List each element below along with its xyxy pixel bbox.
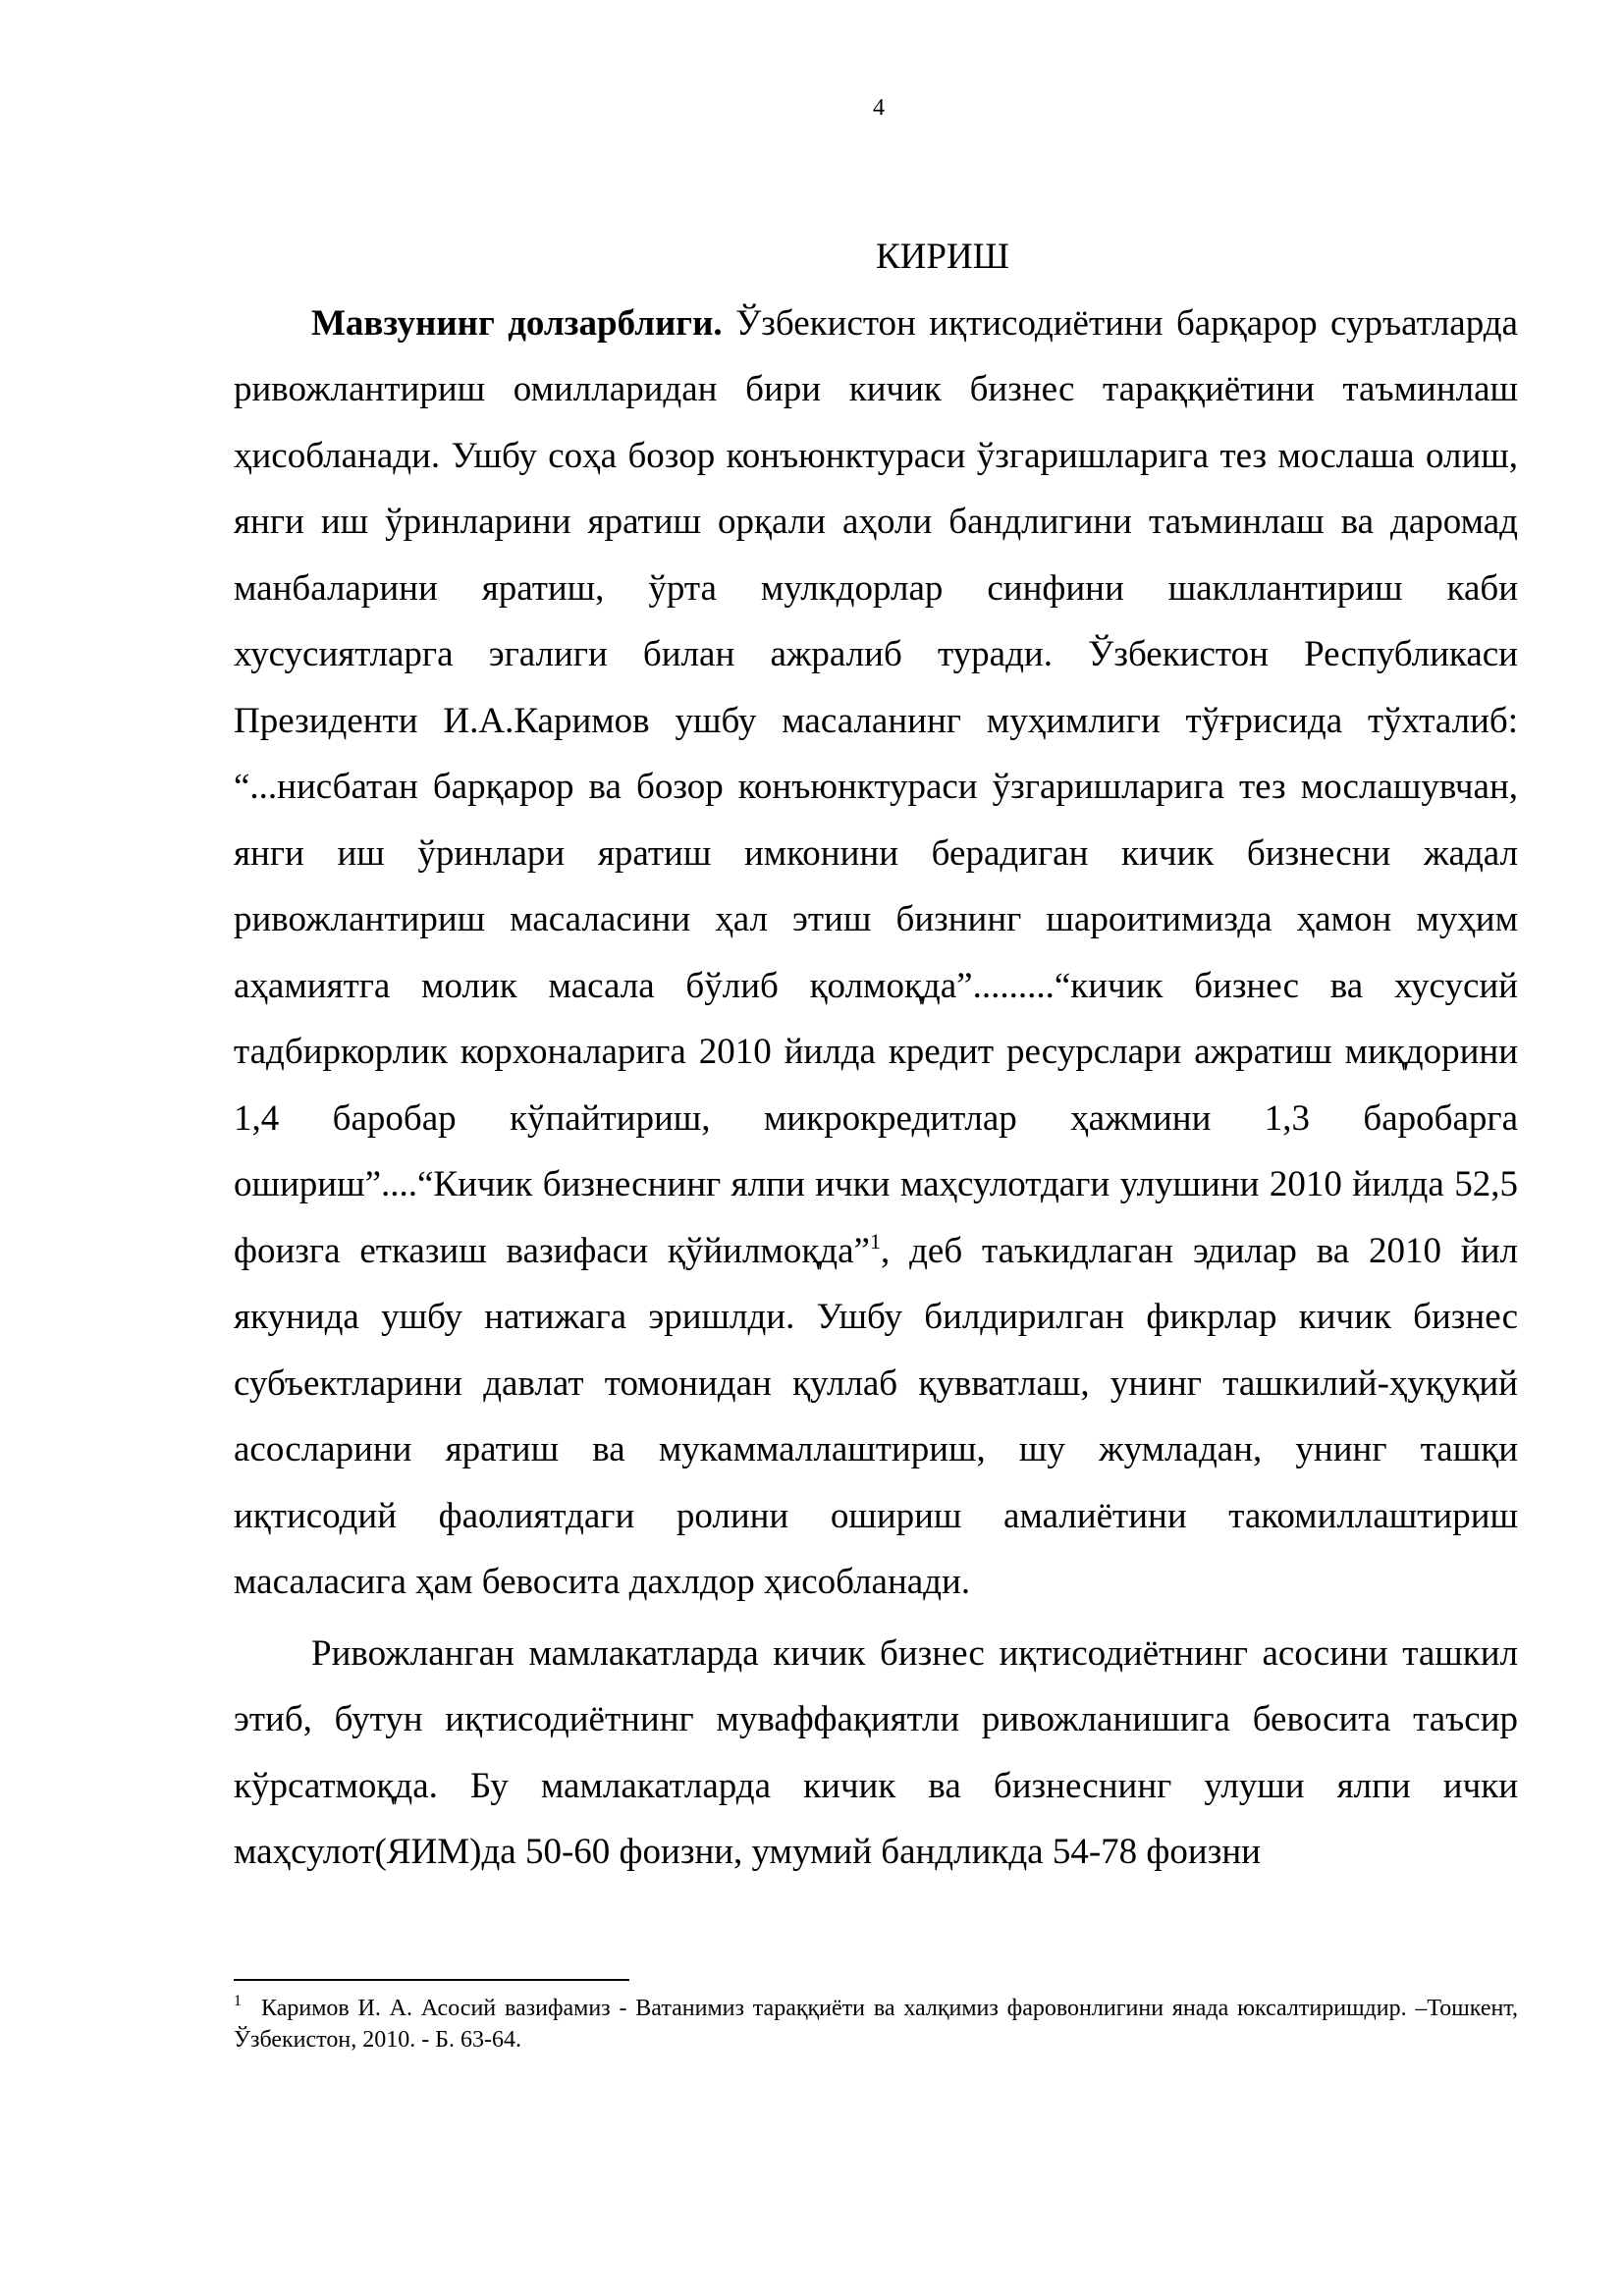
footnote-mark: 1 bbox=[234, 1993, 242, 2009]
paragraph-text: Ўзбекистон иқтисодиётини барқарор суръатларда ривожлантириш омилларидан бири кичик бизнес тараққиётини таъминлаш ҳисобланади. Ушбу соҳа бозор конъюнктураси ўзгаришларига тез мослаша олиш, янги иш ўринларини яратиш орқали аҳоли бандлигини таъминлаш ва даромад манбаларини яратиш, ўрта мулкдорлар синфини шакллантириш каби хусусиятларга эгалиги билан ажралиб туради. Ўзбекистон Республикаси Президенти И.А.Каримов ушбу масаланинг муҳимлиги тўғрисида тўхталиб: “...нисбатан барқарор ва бозор конъюнктураси ўзгаришларига тез мослашувчан, янги иш ўринлари яратиш имконини берадиган кичик бизнесни жадал ривожлантириш масаласини ҳал этиш бизнинг шароитимизда ҳамон муҳим аҳамиятга молик масала бўлиб қолмоқда”.........“кичик бизнес ва хусусий тадбиркорлик корхоналарига 2010 йилда кредит ресурслари ажратиш миқдорини 1,4 баробар кўпайтириш, микрокредитлар ҳажмини 1,3 баробарга ошириш”....“Кичик бизнеснинг ялпи ички маҳсулотдаги улушини 2010 йилда 52,5 фоизга етказиш вазифаси қўйилмоқда” bbox=[234, 302, 1518, 1271]
paragraph-developed-countries: Ривожланган мамлакатларда кичик бизнес иқтисодиётнинг асосини ташкил этиб, бутун иқтисодиётнинг муваффақиятли ривожланишига бевосита таъсир кўрсатмоқда. Бу мамлакатларда кичик ва бизнеснинг улуши ялпи ички маҳсулот(ЯИМ)да 50-60 фоизни, умумий бандликда 54-78 фоизни bbox=[234, 1632, 1518, 1872]
footnote-reference[interactable]: 1 bbox=[869, 1228, 881, 1254]
footnote bbox=[234, 1993, 1518, 2056]
relevance-heading: Мавзунинг долзарблиги. bbox=[311, 302, 723, 344]
footnote-text: Каримов И. А. Асосий вазифамиз - Ватанимиз тараққиёти ва халқимиз фаровонлигини янада юксалтиришдир. –Тошкент, Ўзбекистон, 2010. - Б. 63-64. bbox=[234, 1996, 1518, 2053]
main-content bbox=[234, 224, 1518, 1886]
paragraph-relevance bbox=[234, 291, 1518, 1616]
footnote-separator bbox=[234, 1979, 629, 1981]
section-title: КИРИШ bbox=[875, 237, 1010, 277]
paragraph-text-continued: , деб таъкидлаган эдилар ва 2010 йил якунида ушбу натижага эришлди. Ушбу билдирилган фикрлар кичик бизнес субъектларини давлат томонидан қуллаб қувватлаш, унинг ташкилий-ҳуқуқий асосларини яратиш ва мукаммаллаштириш, шу жумладан, унинг ташқи иқтисодий фаолиятдаги ролини ошириш амалиётини такомиллаштириш масаласига ҳам бевосита дахлдор ҳисобланади. bbox=[234, 1230, 1518, 1602]
page-number: 4 bbox=[873, 95, 885, 121]
